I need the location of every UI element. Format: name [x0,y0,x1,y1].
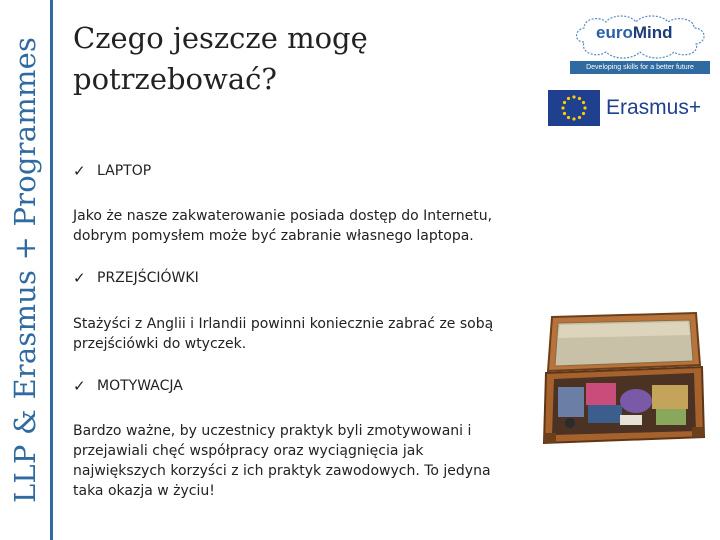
erasmus-logo [548,90,714,130]
list-item-heading [73,269,199,287]
euromind-suffix: Mind [632,23,673,42]
side-banner [0,0,50,540]
euromind-tagline: Developing skills for a better future [586,64,694,71]
erasmus-wordmark: Erasmus+ [606,96,702,119]
item-heading-laptop: LAPTOP [97,163,152,179]
list-item-heading [73,377,183,395]
item-heading-adapters: PRZEJŚCIÓWKI [97,270,199,286]
side-divider [50,0,53,540]
list-item-heading [73,162,151,180]
item-text-motivation: Bardzo ważne, by uczestnicy praktyk byli zmotywowani i przejawiali chęć współpracy oraz wyciągnięcia jak największych korzyści z ich praktyk zawodowych. To jedyna taka okazja w życiu! [73,423,491,499]
check-icon: ✓ [73,162,86,180]
item-text-laptop: Jako że nasze zakwaterowanie posiada dostęp do Internetu, dobrym pomysłem może być zabranie własnego laptopa. [73,208,493,244]
side-banner-text: LLP & Erasmus + Programmes [8,36,42,504]
check-icon: ✓ [73,269,86,287]
euromind-prefix: euro [596,23,633,42]
check-icon: ✓ [73,377,86,395]
eu-flag-icon [548,90,600,126]
euromind-logo [570,12,710,78]
item-text-adapters: Stażyści z Anglii i Irlandii powinni koniecznie zabrać ze sobą przejściówki do wtyczek. [73,316,494,352]
item-heading-motivation: MOTYWACJA [97,378,183,394]
page-title: Czego jeszcze mogę potrzebować? [73,21,368,96]
open-suitcase-image [540,305,708,450]
